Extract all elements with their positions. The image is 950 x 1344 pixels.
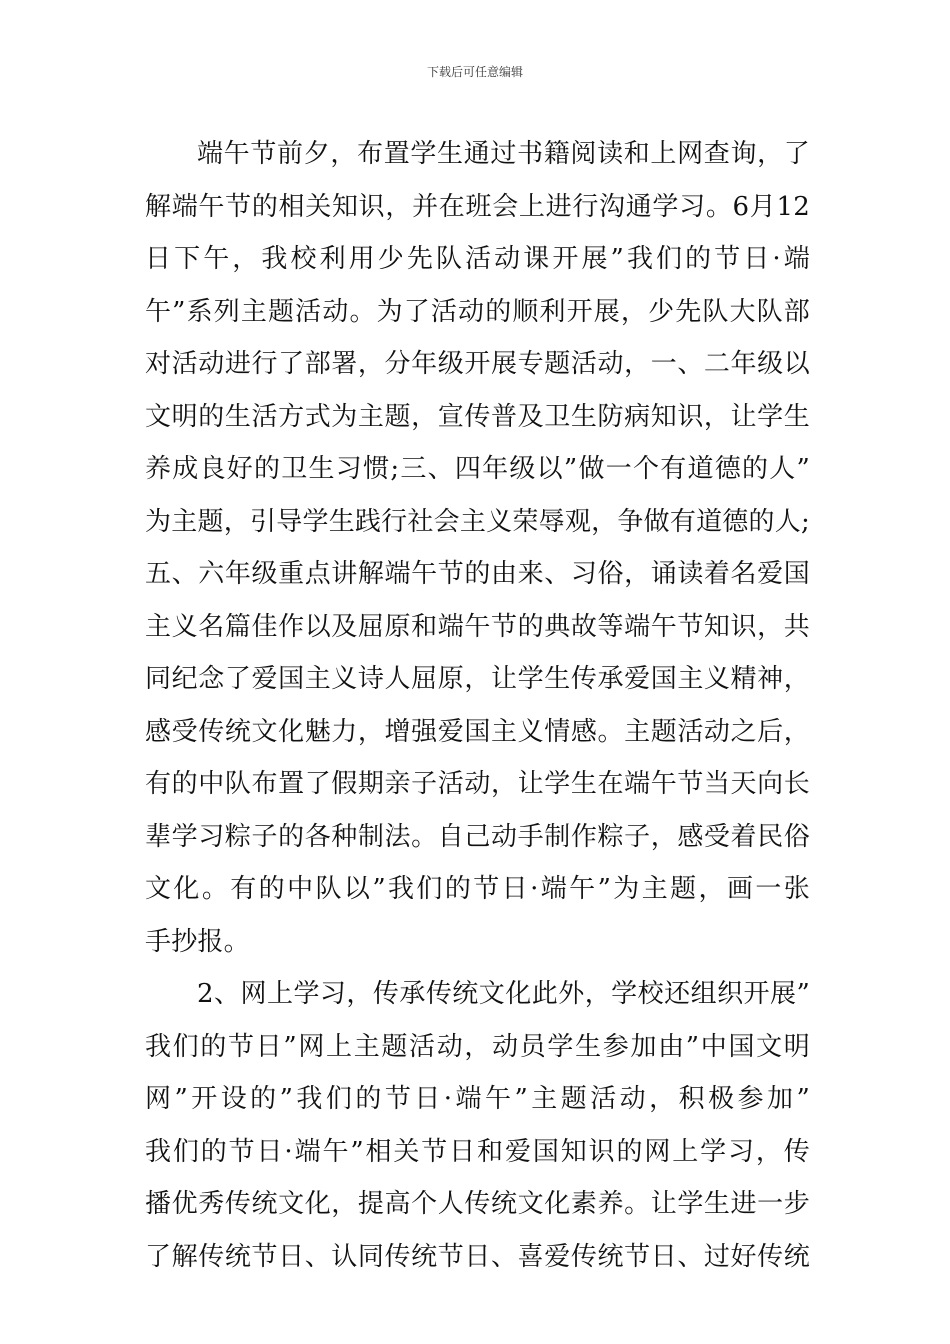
paragraph-line: 了解传统节日、认同传统节日、喜爱传统节日、过好传统 bbox=[145, 1241, 810, 1272]
paragraph-line: 手抄报。 bbox=[145, 926, 250, 957]
paragraph-line: 主义名篇佳作以及屈原和端午节的典故等端午节知识，共 bbox=[145, 611, 810, 642]
paragraph-line: 对活动进行了部署，分年级开展专题活动，一、二年级以 bbox=[145, 349, 810, 379]
paragraph-line: 午”系列主题活动。为了活动的顺利开展，少先队大队部 bbox=[145, 296, 810, 327]
page-header: 下载后可任意编辑 bbox=[426, 65, 523, 79]
paragraph-line: 网”开设的”我们的节日·端午”主题活动，积极参加” bbox=[145, 1084, 810, 1114]
paragraph-line: 日下午，我校利用少先队活动课开展”我们的节日·端 bbox=[145, 244, 810, 274]
paragraph-line: 文明的生活方式为主题，宣传普及卫生防病知识，让学生 bbox=[145, 401, 810, 432]
paragraph-line: 为主题，引导学生践行社会主义荣辱观，争做有道德的人; bbox=[145, 506, 810, 537]
paragraph-line: 辈学习粽子的各种制法。自己动手制作粽子，感受着民俗 bbox=[145, 821, 810, 852]
paragraph-line: 2、网上学习，传承传统文化此外，学校还组织开展” bbox=[197, 979, 810, 1009]
paragraph-line: 五、六年级重点讲解端午节的由来、习俗，诵读着名爱国 bbox=[145, 559, 810, 589]
paragraph-line: 解端午节的相关知识，并在班会上进行沟通学习。6月12 bbox=[145, 191, 810, 222]
paragraph-line: 同纪念了爱国主义诗人屈原，让学生传承爱国主义精神， bbox=[145, 664, 810, 694]
paragraph-line: 播优秀传统文化，提高个人传统文化素养。让学生进一步 bbox=[145, 1189, 810, 1219]
paragraph-line: 感受传统文化魅力，增强爱国主义情感。主题活动之后， bbox=[145, 716, 810, 747]
paragraph-line: 文化。有的中队以”我们的节日·端午”为主题，画一张 bbox=[145, 874, 810, 904]
body-text bbox=[145, 128, 810, 1283]
paragraph-line: 我们的节日”网上主题活动，动员学生参加由”中国文明 bbox=[145, 1031, 810, 1062]
paragraph-line: 端午节前夕，布置学生通过书籍阅读和上网查询，了 bbox=[197, 139, 810, 169]
paragraph-line: 养成良好的卫生习惯;三、四年级以”做一个有道德的人” bbox=[145, 454, 810, 484]
paragraph-line: 我们的节日·端午”相关节日和爱国知识的网上学习，传 bbox=[145, 1136, 810, 1167]
paragraph-line: 有的中队布置了假期亲子活动，让学生在端午节当天向长 bbox=[145, 769, 810, 799]
